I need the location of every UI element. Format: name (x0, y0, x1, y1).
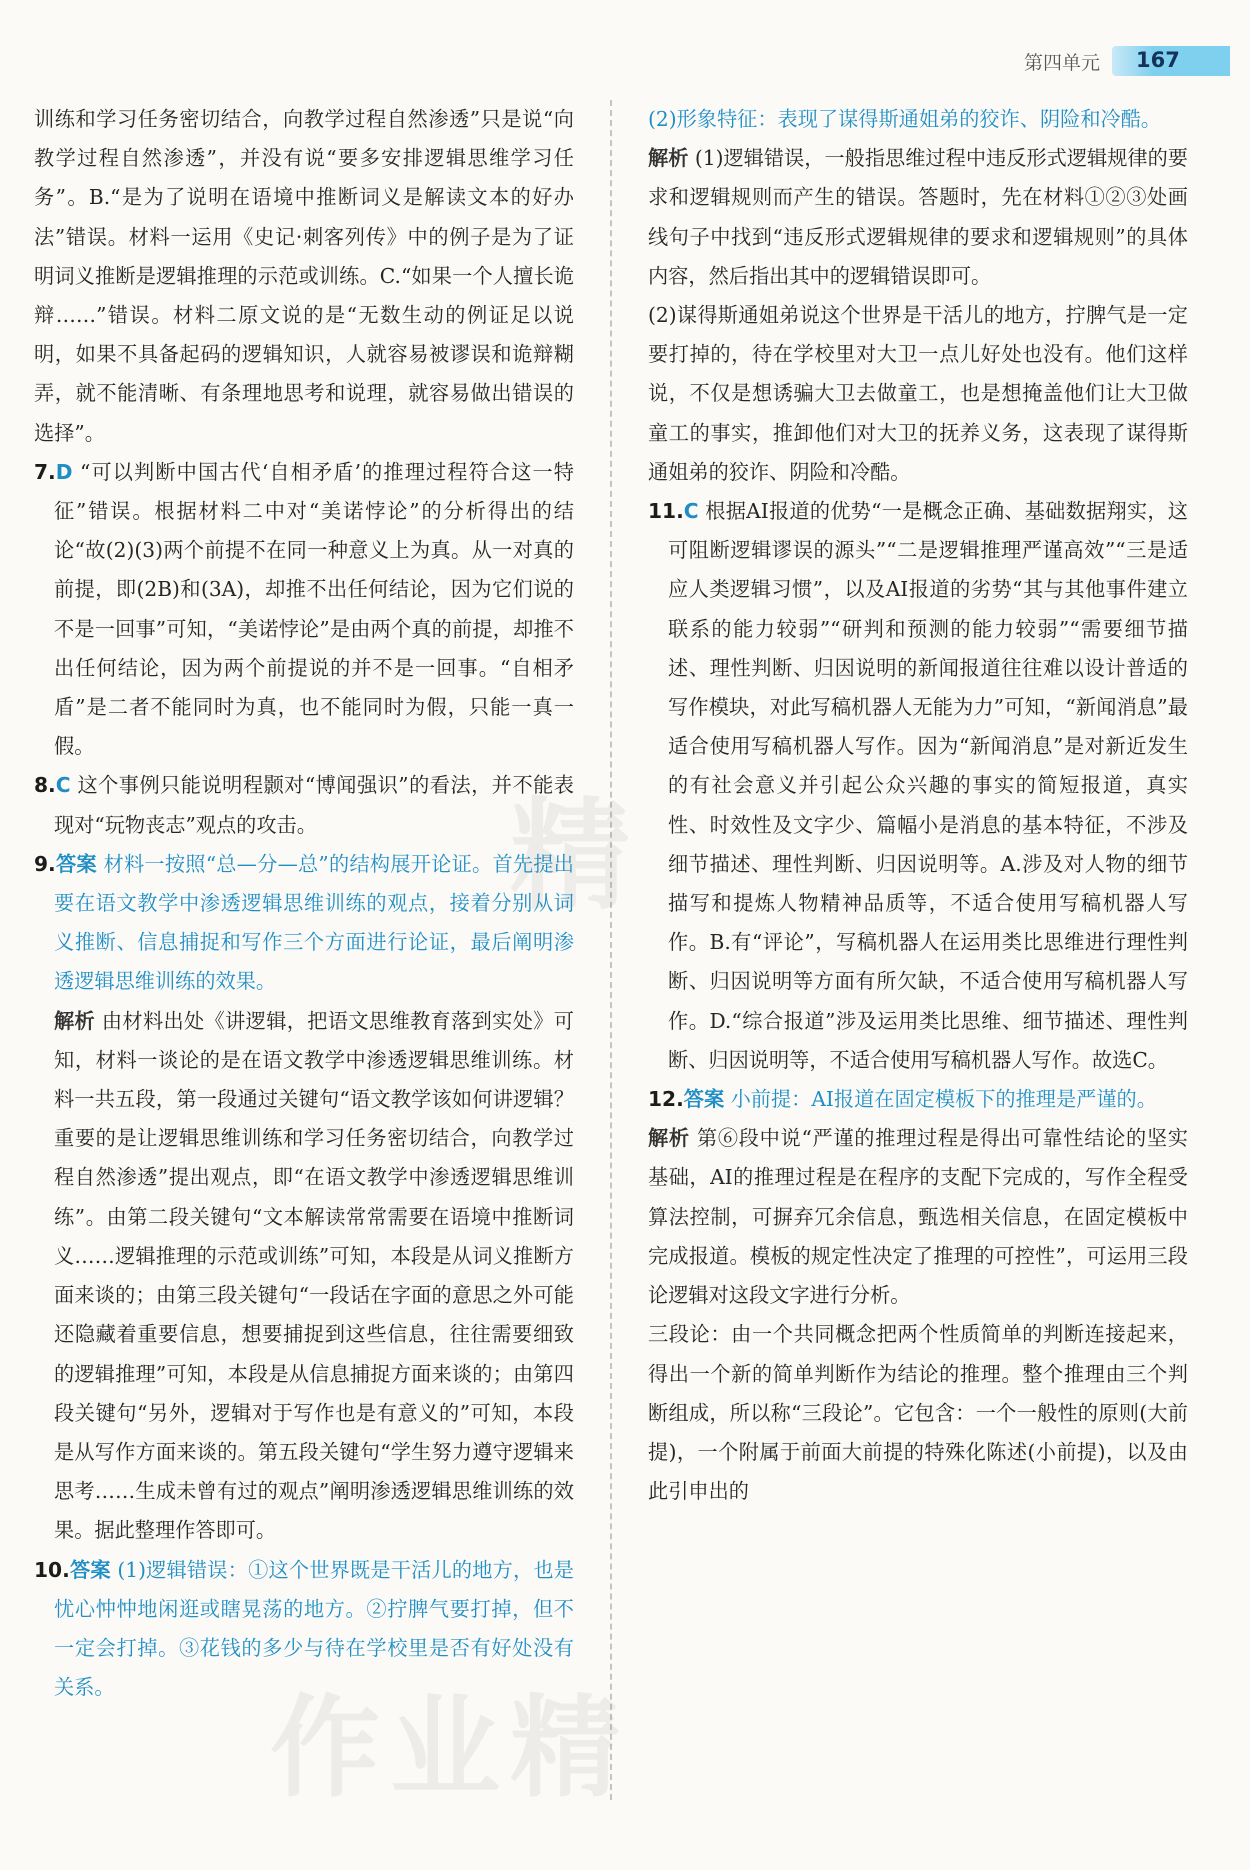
analysis-text: 第⑥段中说“严谨的推理过程是得出可靠性结论的坚实基础，AI的推理过程是在程序的支配下完成的，写作全程受算法控制，可摒弃冗余信息，甄选相关信息，在固定模板中完成报道。模板的规定性决定了推理的可控性”，可运用三段论逻辑对这段文字进行分析。 (648, 1126, 1188, 1308)
answer-text: 材料一按照“总—分—总”的结构展开论证。首先提出要在语文教学中渗透逻辑思维训练的观点，接着分别从词义推断、信息捕捉和写作三个方面进行论证，最后阐明渗透逻辑思维训练的效果。 (54, 851, 574, 994)
question-12-answer (648, 1080, 1188, 1119)
question-10-answer (34, 1551, 574, 1708)
question-10-answer-part2: (2)形象特征：表现了谋得斯通姐弟的狡诈、阴险和冷酷。 (648, 107, 1162, 131)
question-11 (648, 492, 1188, 1080)
question-10-analysis-part2: (2)谋得斯通姐弟说这个世界是干活儿的地方，拧脾气是一定要打掉的，待在学校里对大卫一点儿好处也没有。他们这样说，不仅是想诱骗大卫去做童工，也是想掩盖他们让大卫做童工的事实，推卸他们对大卫的抚养义务，这表现了谋得斯通姐弟的狡诈、阴险和冷酷。 (648, 303, 1188, 484)
question-8 (34, 766, 574, 844)
answer-tag: 答案 (683, 1087, 725, 1112)
question-12-analysis (648, 1119, 1188, 1315)
question-9-answer (34, 845, 574, 1002)
question-number: 7. (34, 459, 56, 484)
watermark: 作业精 (270, 1684, 630, 1812)
intro-paragraph: 训练和学习任务密切结合，向教学过程自然渗透”只是说“向教学过程自然渗透”，并没有说“要多安排逻辑思维学习任务”。B.“是为了说明在语境中推断词义是解读文本的好办法”错误。材料一运用《史记·刺客列传》中的例子是为了证明词义推断是逻辑推理的示范或训练。C.“如果一个人擅长诡辩……”错误。材料二原文说的是“无数生动的例证足以说明，如果不具备起码的逻辑知识，人就容易被谬误和诡辩糊弄，就不能清晰、有条理地思考和说理，就容易做出错误的选择”。 (34, 107, 574, 445)
answer-text: 小前提：AI报道在固定模板下的推理是严谨的。 (730, 1087, 1157, 1112)
question-number: 9. (34, 851, 56, 876)
question-number: 12. (648, 1087, 684, 1112)
watermark: 精 (510, 787, 640, 926)
page-number: 167 (1136, 48, 1180, 72)
question-text: 根据AI报道的优势“一是概念正确、基础数据翔实，这可阻断逻辑谬误的源头”“二是逻辑推理严谨高效”“三是适应人类逻辑习惯”，以及AI报道的劣势“其与其他事件建立联系的能力较弱”“研判和预测的能力较弱”“需要细节描述、理性判断、归因说明的新闻报道往往难以设计普适的写作模块，对此写稿机器人无能为力”可知，“新闻消息”最适合使用写稿机器人写作。因为“新闻消息”是对新近发生的有社会意义并引起公众兴趣的事实的简短报道，真实性、时效性及文字少、篇幅小是消息的基本特征，不涉及细节描述、理性判断、归因说明等。A.涉及对人物的细节描写和提炼人物精神品质等，不适合使用写稿机器人写作。B.有“评论”，写稿机器人在运用类比思维进行理性判断、归因说明等方面有所欠缺，不适合使用写稿机器人写作。D.“综合报道”涉及运用类比思维、细节描述、理性判断、归因说明等，不适合使用写稿机器人写作。故选C。 (668, 499, 1188, 1072)
analysis-text: (1)逻辑错误，一般指思维过程中违反形式逻辑规律的要求和逻辑规则而产生的错误。答题时，先在材料①②③处画线句子中找到“违反形式逻辑规律的要求和逻辑规则”的具体内容，然后指出其中的逻辑错误即可。 (648, 146, 1188, 288)
question-9-analysis (34, 1002, 574, 1551)
page-header (0, 44, 1250, 84)
analysis-text: 由材料出处《讲逻辑，把语文思维教育落到实处》可知，材料一谈论的是在语文教学中渗透逻辑思维训练。材料一共五段，第一段通过关键句“语文教学该如何讲逻辑？重要的是让逻辑思维训练和学习任务密切结合，向教学过程自然渗透”提出观点，即“在语文教学中渗透逻辑思维训练”。由第二段关键句“文本解读常常需要在语境中推断词义……逻辑推理的示范或训练”可知，本段是从词义推断方面来谈的；由第三段关键句“一段话在字面的意思之外可能还隐藏着重要信息，想要捕捉到这些信息，往往需要细致的逻辑推理”可知，本段是从信息捕捉方面来谈的；由第四段关键句“另外，逻辑对于写作也是有意义的”可知，本段是从写作方面来谈的。第五段关键句“学生努力遵守逻辑来思考……生成未曾有过的观点”阐明渗透逻辑思维训练的效果。据此整理作答即可。 (54, 1008, 574, 1543)
question-7 (34, 453, 574, 767)
analysis-tag: 解析 (54, 1008, 96, 1033)
analysis-tag: 解析 (648, 146, 689, 171)
question-number: 10. (34, 1557, 70, 1582)
answer-letter: C (55, 773, 71, 798)
answer-tag: 答案 (55, 851, 97, 876)
page-number-badge (1112, 46, 1230, 76)
syllogism-paragraph: 三段论：由一个共同概念把两个性质简单的判断连接起来，得出一个新的简单判断作为结论的推理。整个推理由三个判断组成，所以称“三段论”。它包含：一个一般性的原则(大前提)，一个附属于前面大前提的特殊化陈述(小前提)，以及由此引申出的 (648, 1322, 1188, 1504)
answer-letter: C (683, 499, 699, 524)
answer-letter: D (55, 459, 73, 484)
question-text: “可以判断中国古代‘自相矛盾’的推理过程符合这一特征”错误。根据材料二中对“美诺悖论”的分析得出的结论“故(2)(3)两个前提不在同一种意义上为真。从一对真的前提，即(2B)和(3A)，却推不出任何结论，因为它们说的不是一回事”可知，“美诺悖论”是由两个真的前提，却推不出任何结论，因为两个前提说的并不是一回事。“自相矛盾”是二者不能同时为真，也不能同时为假，只能一真一假。 (54, 459, 574, 759)
unit-label: 第四单元 (1023, 52, 1100, 74)
left-column (34, 100, 574, 1707)
column-divider (610, 100, 612, 1800)
question-number: 11. (648, 499, 684, 524)
question-text: 这个事例只能说明程颢对“博闻强识”的看法，并不能表现对“玩物丧志”观点的攻击。 (54, 773, 574, 837)
right-column (648, 100, 1188, 1511)
analysis-tag: 解析 (648, 1126, 690, 1151)
answer-text: (1)逻辑错误：①这个世界既是干活儿的地方，也是忧心忡忡地闲逛或瞎晃荡的地方。②拧脾气要打掉，但不一定会打掉。③花钱的多少与待在学校里是否有好处没有关系。 (54, 1557, 574, 1700)
question-number: 8. (34, 773, 56, 798)
question-10-analysis (648, 139, 1188, 296)
answer-tag: 答案 (69, 1557, 111, 1582)
